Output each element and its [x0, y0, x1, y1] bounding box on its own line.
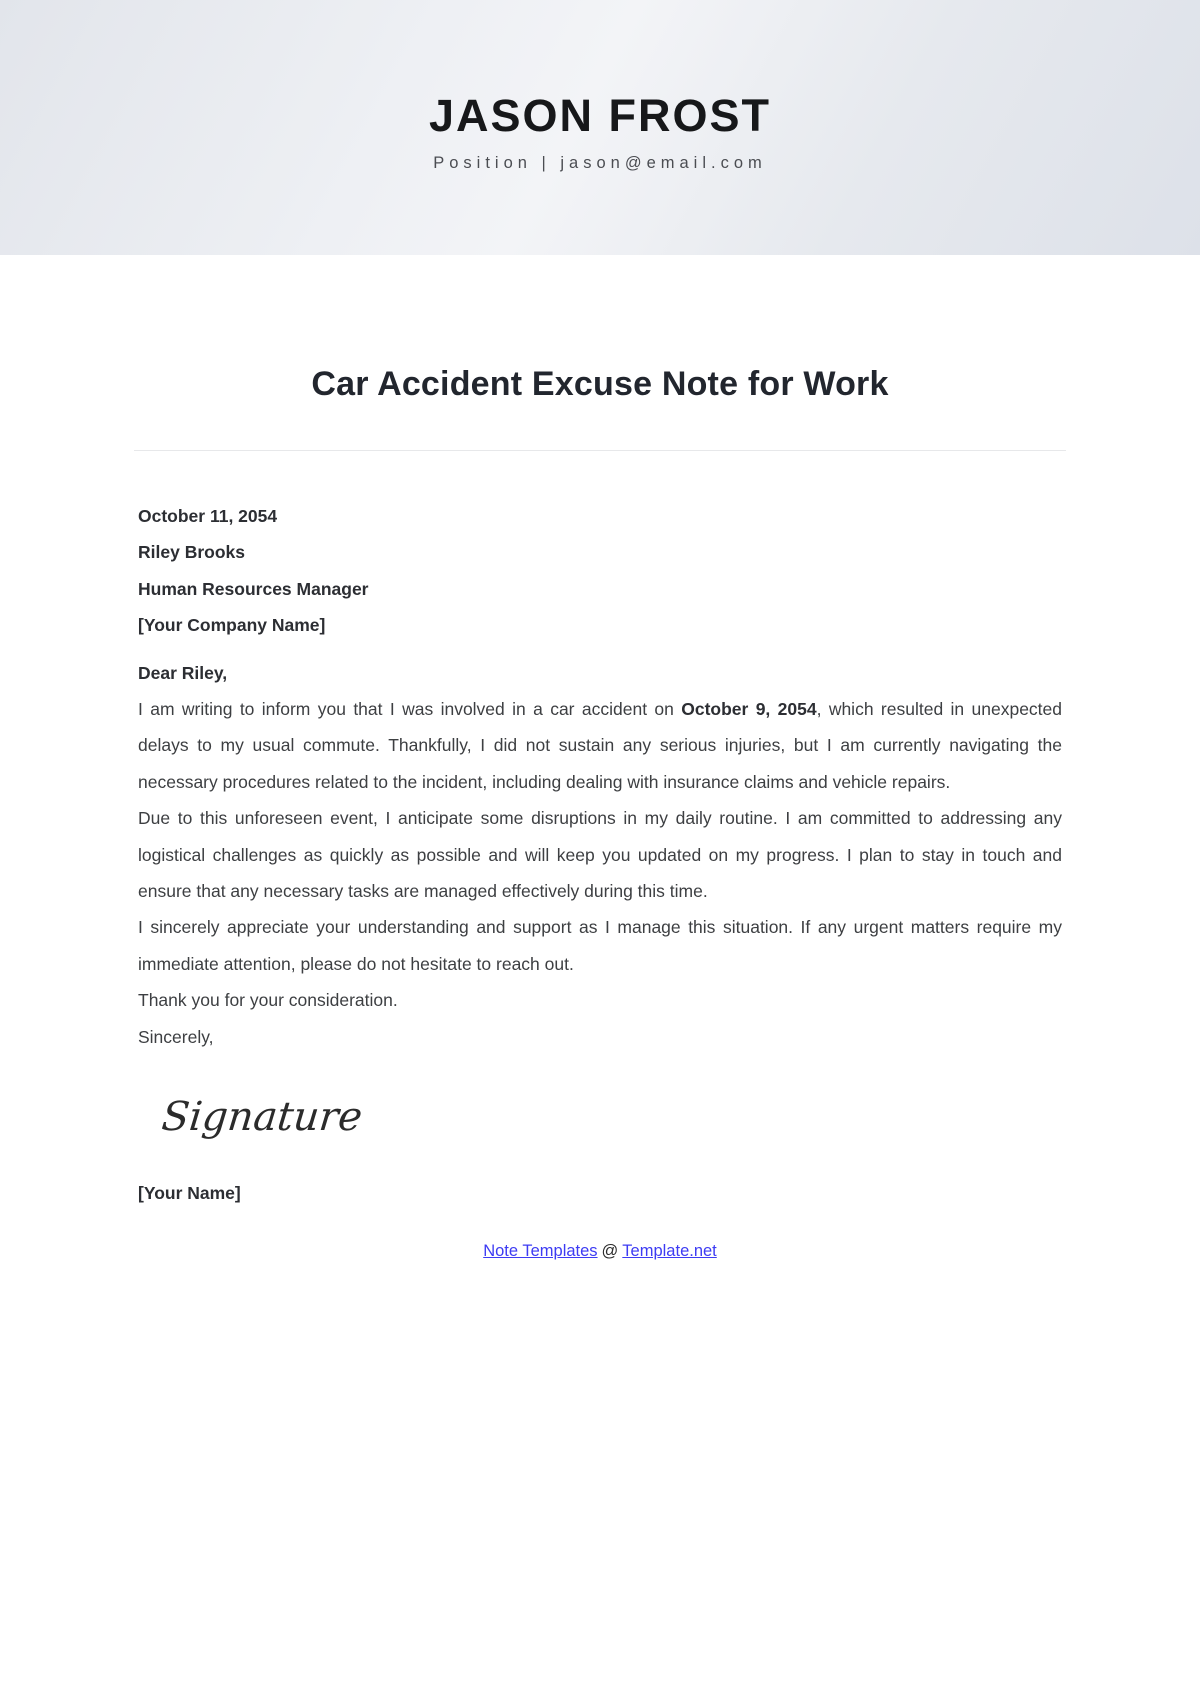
document-title: Car Accident Excuse Note for Work: [311, 365, 889, 403]
paragraph-1-start: I am writing to inform you that I was involved in a car accident on: [138, 699, 682, 720]
letter-date: October 11, 2054: [138, 506, 278, 526]
closing-thanks: Thank you for your consideration.: [138, 990, 398, 1011]
paragraph-2: Due to this unforeseen event, I anticipate some disruptions in my daily routine. I am committed to addressing any logistical challenges as quickly as possible and will keep you updated on my progress. I plan to stay in touch and ensure that any necessary tasks are managed effectively during this time.: [138, 808, 1062, 902]
letterhead: [0, 0, 1200, 255]
sender-position-email: Position | jason@email.com: [433, 153, 767, 172]
recipient-role: Human Resources Manager: [138, 578, 369, 599]
note-templates-link[interactable]: Note Templates: [483, 1241, 598, 1260]
recipient-company: [Your Company Name]: [138, 615, 326, 636]
title-divider: [134, 450, 1066, 451]
paragraph-1-end: , which resulted in unexpected delays to my usual commute. Thankfully, I did not sustain any serious injuries, but I am currently navigating the necessary procedures related to the incident, including dealing with insurance claims and vehicle repairs.: [138, 699, 1063, 792]
recipient-name: Riley Brooks: [138, 542, 245, 563]
letter-body: [138, 498, 1062, 1269]
paragraph-1: [138, 691, 1062, 800]
paragraph-3: I sincerely appreciate your understanding and support as I manage this situation. If any urgent matters require my immediate attention, please do not hesitate to reach out.: [138, 917, 1062, 974]
template-net-link[interactable]: Template.net: [622, 1241, 717, 1260]
attribution-footer: [138, 1233, 1062, 1269]
recipient-block: [138, 498, 1062, 644]
attribution-separator: @: [601, 1241, 619, 1260]
sender-name-placeholder: [Your Name]: [138, 1182, 241, 1203]
accident-date: October 9, 2054: [681, 699, 817, 720]
signature-script: Signature: [159, 1094, 365, 1141]
sender-display-name: JASON FROST: [428, 90, 772, 142]
salutation: Dear Riley,: [138, 662, 228, 683]
closing-sincerely: Sincerely,: [138, 1026, 214, 1047]
